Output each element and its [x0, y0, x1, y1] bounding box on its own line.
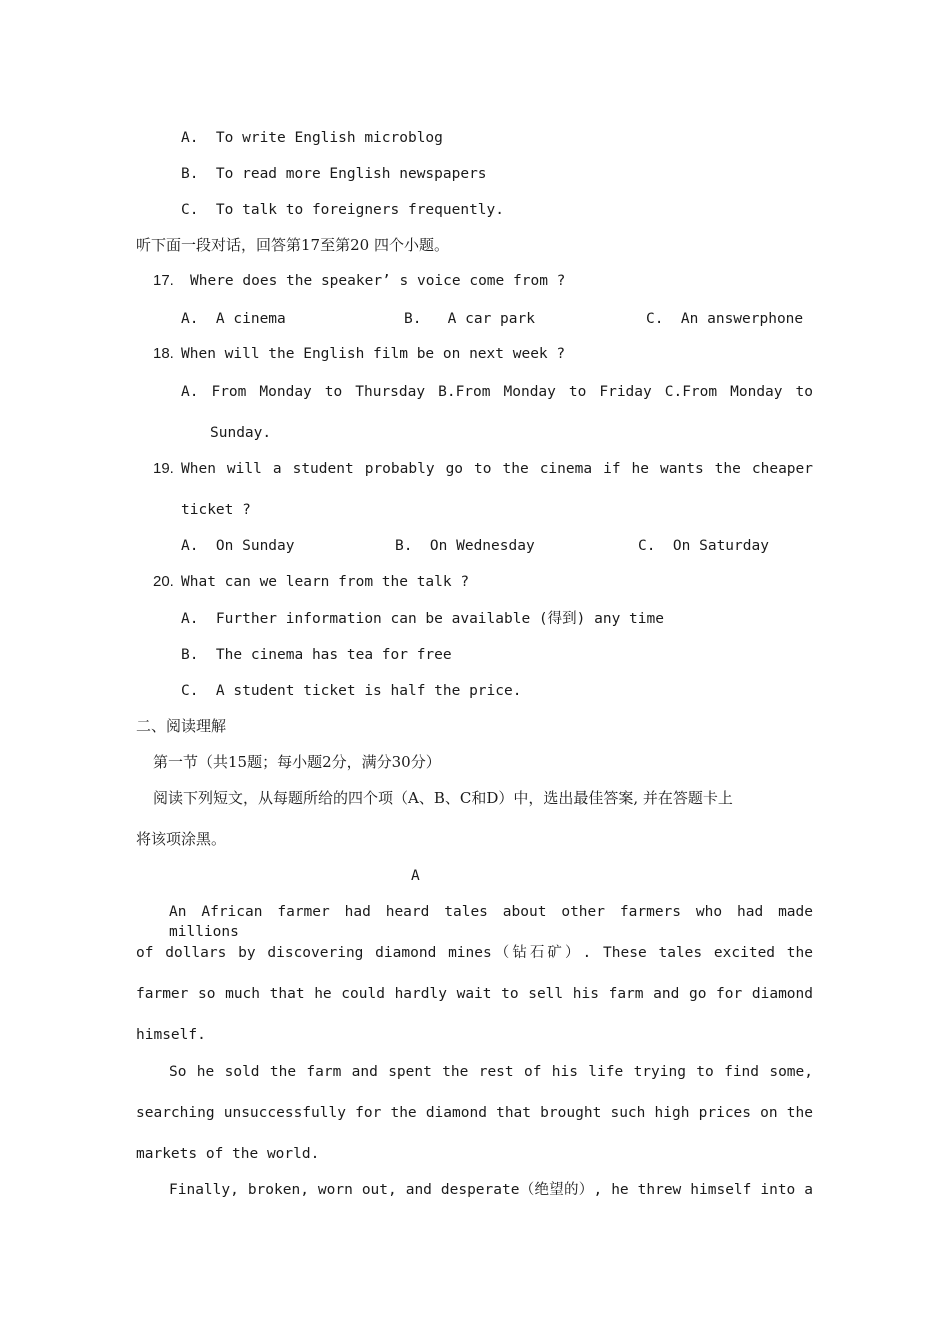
q18-number: 18.	[153, 345, 174, 362]
q17-question: Where does the speaker’ s voice come from ?	[190, 273, 566, 289]
q17-option-a: A. A cinema	[181, 311, 286, 327]
passage-paragraph-2-line-3: markets of the world.	[136, 1146, 320, 1162]
passage-label: A	[411, 868, 420, 884]
passage-paragraph-2-line-1: So he sold the farm and spent the rest of his life trying to find some,	[169, 1064, 813, 1080]
q20-option-a: A. Further information can be available (得到) any time	[181, 611, 664, 627]
q17-option-c: C. An answerphone	[646, 311, 804, 327]
passage-paragraph-1-line-1: An African farmer had heard tales about other farmers who had made millions	[169, 904, 813, 940]
q18-options: A. From Monday to Thursday B.From Monday to Friday C.From Monday to	[181, 384, 813, 400]
q19-question: When will a student probably go to the cinema if he wants the cheaper	[181, 461, 813, 477]
q20-question: What can we learn from the talk ?	[181, 574, 470, 590]
reading-instruction-continued: 将该项涂黑。	[136, 830, 227, 848]
q20-option-c: C. A student ticket is half the price.	[181, 683, 522, 699]
q18-options-continued: Sunday.	[210, 425, 272, 441]
reading-section-subheading: 第一节（共15题；每小题2分，满分30分）	[153, 753, 441, 771]
q18-question: When will the English film be on next week ?	[181, 346, 566, 362]
reading-section-heading: 二、阅读理解	[136, 717, 227, 735]
q19-number: 19.	[153, 460, 174, 477]
reading-instruction: 阅读下列短文，从每题所给的四个项（A、B、C和D）中，选出最佳答案, 并在答题卡上	[153, 789, 733, 807]
listening-section-intro: 听下面一段对话，回答第17至第20 四个小题。	[136, 236, 449, 254]
q19-option-b: B. On Wednesday	[395, 538, 535, 554]
q17-number: 17.	[153, 272, 174, 289]
q17-option-b: B. A car park	[404, 311, 535, 327]
passage-paragraph-3-line-1: Finally, broken, worn out, and desperate（绝望的）, he threw himself into a	[169, 1182, 813, 1198]
q19-option-a: A. On Sunday	[181, 538, 295, 554]
passage-paragraph-1-line-3: farmer so much that he could hardly wait to sell his farm and go for diamond	[136, 986, 813, 1002]
q16-option-a: A. To write English microblog	[181, 130, 443, 146]
q20-number: 20.	[153, 573, 174, 590]
q19-question-continued: ticket ?	[181, 502, 251, 518]
passage-paragraph-1-line-2: of dollars by discovering diamond mines（钻石矿）. These tales excited the	[136, 945, 813, 961]
passage-paragraph-1-line-4: himself.	[136, 1027, 206, 1043]
q16-option-c: C. To talk to foreigners frequently.	[181, 202, 505, 218]
q16-option-b: B. To read more English newspapers	[181, 166, 487, 182]
q20-option-b: B. The cinema has tea for free	[181, 647, 452, 663]
passage-paragraph-2-line-2: searching unsuccessfully for the diamond that brought such high prices on the	[136, 1105, 813, 1121]
q19-option-c: C. On Saturday	[638, 538, 769, 554]
